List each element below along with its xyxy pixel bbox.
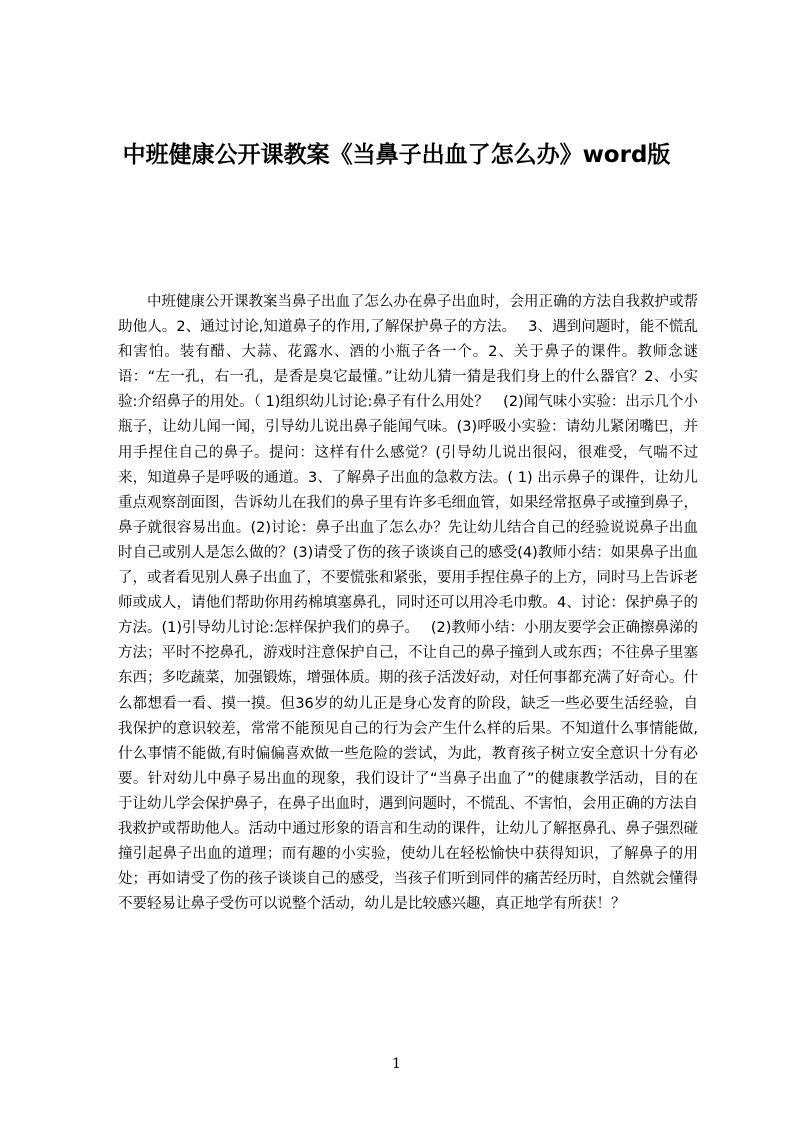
page-number: 1	[392, 1056, 401, 1072]
document-title: 中班健康公开课教案《当鼻子出血了怎么办》word版	[122, 142, 671, 168]
document-body-paragraph: 中班健康公开课教案当鼻子出血了怎么办在鼻子出血时，会用正确的方法自我救护或帮助他人。2、通过讨论,知道鼻子的作用,了解保护鼻子的方法。 3、遇到问题时，能不慌乱和害怕。装有醋、大蒜、花露水、酒的小瓶子各一个。2、关于鼻子的课件。教师念谜语：“左一孔，右一孔，是香是臭它最懂。”让幼儿猜一猜是我们身上的什么器官？2、小实验:介绍鼻子的用处。（ 1)组织幼儿讨论:鼻子有什么用处？ (2)闻气味小实验：出示几个小瓶子，让幼儿闻一闻，引导幼儿说出鼻子能闻气味。(3)呼吸小实验：请幼儿紧闭嘴巴，并用手捏住自己的鼻子。提问：这样有什么感觉？(引导幼儿说出很闷，很难受，气喘不过来，知道鼻子是呼吸的通道。3、了解鼻子出血的急救方法。( 1) 出示鼻子的课件，让幼儿重点观察剖面图，告诉幼儿在我们的鼻子里有许多毛细血管，如果经常抠鼻子或撞到鼻子，鼻子就很容易出血。(2)讨论：鼻子出血了怎么办？先让幼儿结合自己的经验说说鼻子出血时自己或别人是怎么做的？(3)请受了伤的孩子谈谈自己的感受(4)教师小结：如果鼻子出血了，或者看见别人鼻子出血了，不要慌张和紧张，要用手捏住鼻子的上方，同时马上告诉老师或成人，请他们帮助你用药棉填塞鼻孔，同时还可以用冷毛巾敷。4、讨论：保护鼻子的方法。(1)引导幼儿讨论:怎样保护我们的鼻子。 (2)教师小结：小朋友要学会正确擦鼻涕的方法；平时不挖鼻孔，游戏时注意保护自己，不让自己的鼻子撞到人或东西；不往鼻子里塞东西；多吃蔬菜，加强锻炼，增强体质。期的孩子活泼好动，对任何事都充满了好奇心。什么都想看一看、摸一摸。但36岁的幼儿正是身心发育的阶段，缺乏一些必要生活经验，自我保护的意识较差，常常不能预见自己的行为会产生什么样的后果。不知道什么事情能做,什么事情不能做,有时偏偏喜欢做一些危险的尝试，为此，教育孩子树立安全意识十分有必要。针对幼儿中鼻子易出血的现象，我们设计了“当鼻子出血了”的健康教学活动，目的在于让幼儿学会保护鼻子，在鼻子出血时，遇到问题时，不慌乱、不害怕，会用正确的方法自我救护或帮助他人。活动中通过形象的语言和生动的课件，让幼儿了解抠鼻孔、鼻子强烈碰撞引起鼻子出血的道理；而有趣的小实验，使幼儿在轻松愉快中获得知识，了解鼻子的用处；再如请受了伤的孩子谈谈自己的感受，当孩子们听到同伴的痛苦经历时，自然就会懂得不要轻易让鼻子受伤可以说整个活动，幼儿是比较感兴趣，真正地学有所获！？	[118, 294, 698, 913]
